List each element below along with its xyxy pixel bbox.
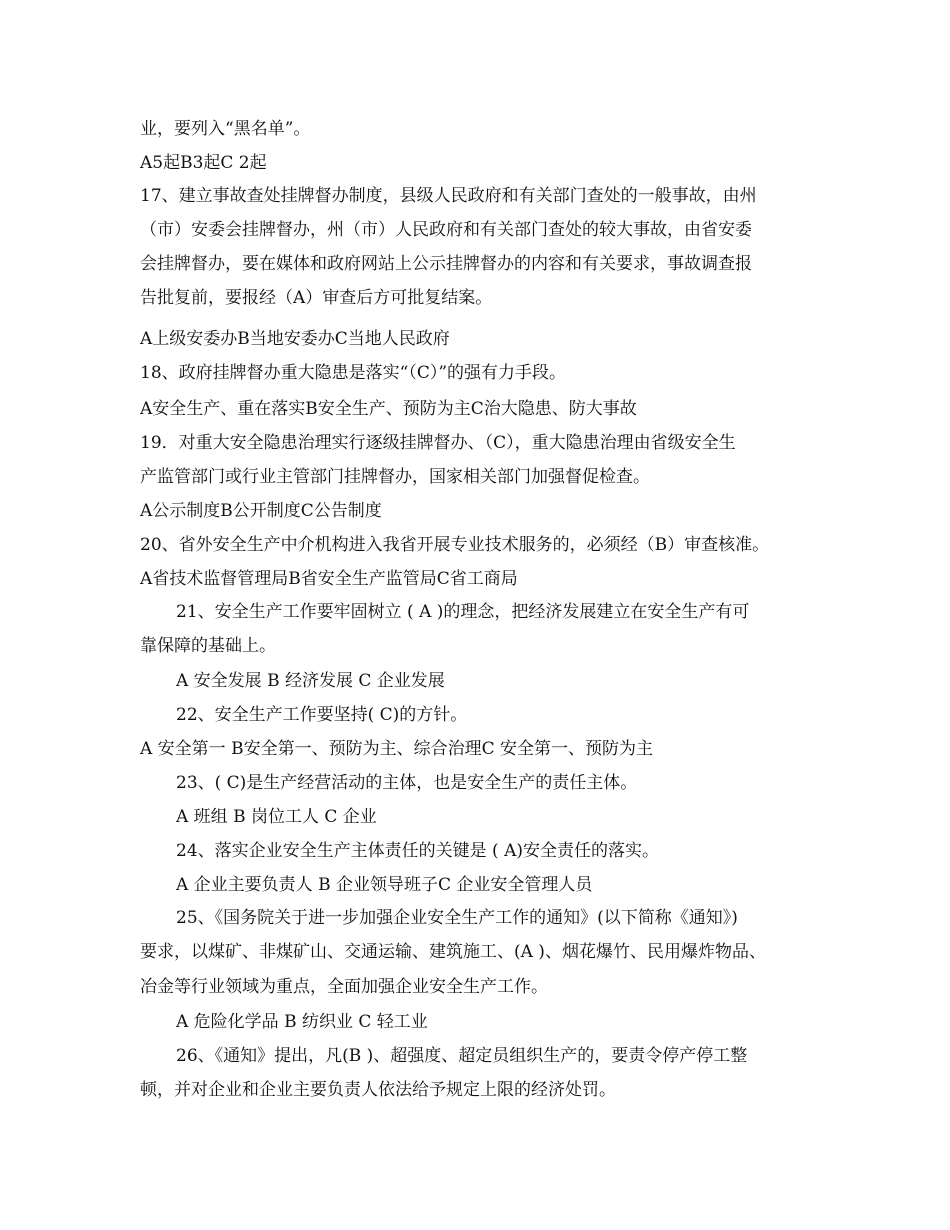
answer-options-line: A公示制度B公开制度C公告制度 xyxy=(140,501,382,521)
answer-options-line: A安全生产、重在落实B安全生产、预防为主C治大隐患、防大事故 xyxy=(140,399,637,419)
answer-options-line: A 班组 B 岗位工人 C 企业 xyxy=(176,807,377,827)
question-18-line: 18、政府挂牌督办重大隐患是落实“（C）”的强有力手段。 xyxy=(140,363,567,383)
answer-options-line: A 安全发展 B 经济发展 C 企业发展 xyxy=(176,671,445,691)
text-line: 业，要列入“黑名单”。 xyxy=(140,119,311,139)
question-26-line-1: 26、《通知》提出，凡(B )、超强度、超定员组织生产的，要责令停产停工整 xyxy=(176,1046,748,1066)
answer-options-line: A 安全第一 B安全第一、预防为主、综合治理C 安全第一、预防为主 xyxy=(140,739,653,759)
answer-options-line: A省技术监督管理局B省安全生产监管局C省工商局 xyxy=(140,569,518,589)
question-21-line-1: 21、安全生产工作要牢固树立 ( A )的理念，把经济发展建立在安全生产有可 xyxy=(176,602,750,622)
question-26-line-2: 顿，并对企业和企业主要负责人依法给予规定上限的经济处罚。 xyxy=(140,1080,616,1100)
question-25-line-2: 要求，以煤矿、非煤矿山、交通运输、建筑施工、(A )、烟花爆竹、民用爆炸物品、 xyxy=(140,942,766,962)
question-19-line-1: 19．对重大安全隐患治理实行逐级挂牌督办、（C），重大隐患治理由省级安全生 xyxy=(140,433,736,453)
answer-options-line: A 危险化学品 B 纺织业 C 轻工业 xyxy=(176,1012,428,1032)
question-20-line: 20、省外安全生产中介机构进入我省开展专业技术服务的，必须经（B）审查核准。 xyxy=(140,535,770,555)
question-25-line-1: 25、《国务院关于进一步加强企业安全生产工作的通知》(以下简称《通知》) xyxy=(176,908,738,928)
answer-options-line: A 企业主要负责人 B 企业领导班子C 企业安全管理人员 xyxy=(176,875,593,895)
question-17-line-2: （市）安委会挂牌督办，州（市）人民政府和有关部门查处的较大事故，由省安委 xyxy=(140,220,752,240)
question-21-line-2: 靠保障的基础上。 xyxy=(140,636,276,656)
question-17-line-1: 17、建立事故查处挂牌督办制度，县级人民政府和有关部门查处的一般事故，由州 xyxy=(140,186,757,206)
answer-options-line: A5起B3起C 2起 xyxy=(140,153,267,173)
question-17-line-4: 告批复前，要报经（A）审查后方可批复结案。 xyxy=(140,288,493,308)
question-23-line: 23、( C)是生产经营活动的主体，也是安全生产的责任主体。 xyxy=(176,773,638,793)
question-17-line-3: 会挂牌督办，要在媒体和政府网站上公示挂牌督办的内容和有关要求，事故调查报 xyxy=(140,254,752,274)
question-22-line: 22、安全生产工作要坚持( C)的方针。 xyxy=(176,705,468,725)
question-24-line: 24、落实企业安全生产主体责任的关键是 ( A)安全责任的落实。 xyxy=(176,841,659,861)
answer-options-line: A上级安委办B当地安委办C当地人民政府 xyxy=(140,329,450,349)
question-25-line-3: 冶金等行业领域为重点，全面加强企业安全生产工作。 xyxy=(140,977,548,997)
question-19-line-2: 产监管部门或行业主管部门挂牌督办，国家相关部门加强督促检查。 xyxy=(140,467,650,487)
